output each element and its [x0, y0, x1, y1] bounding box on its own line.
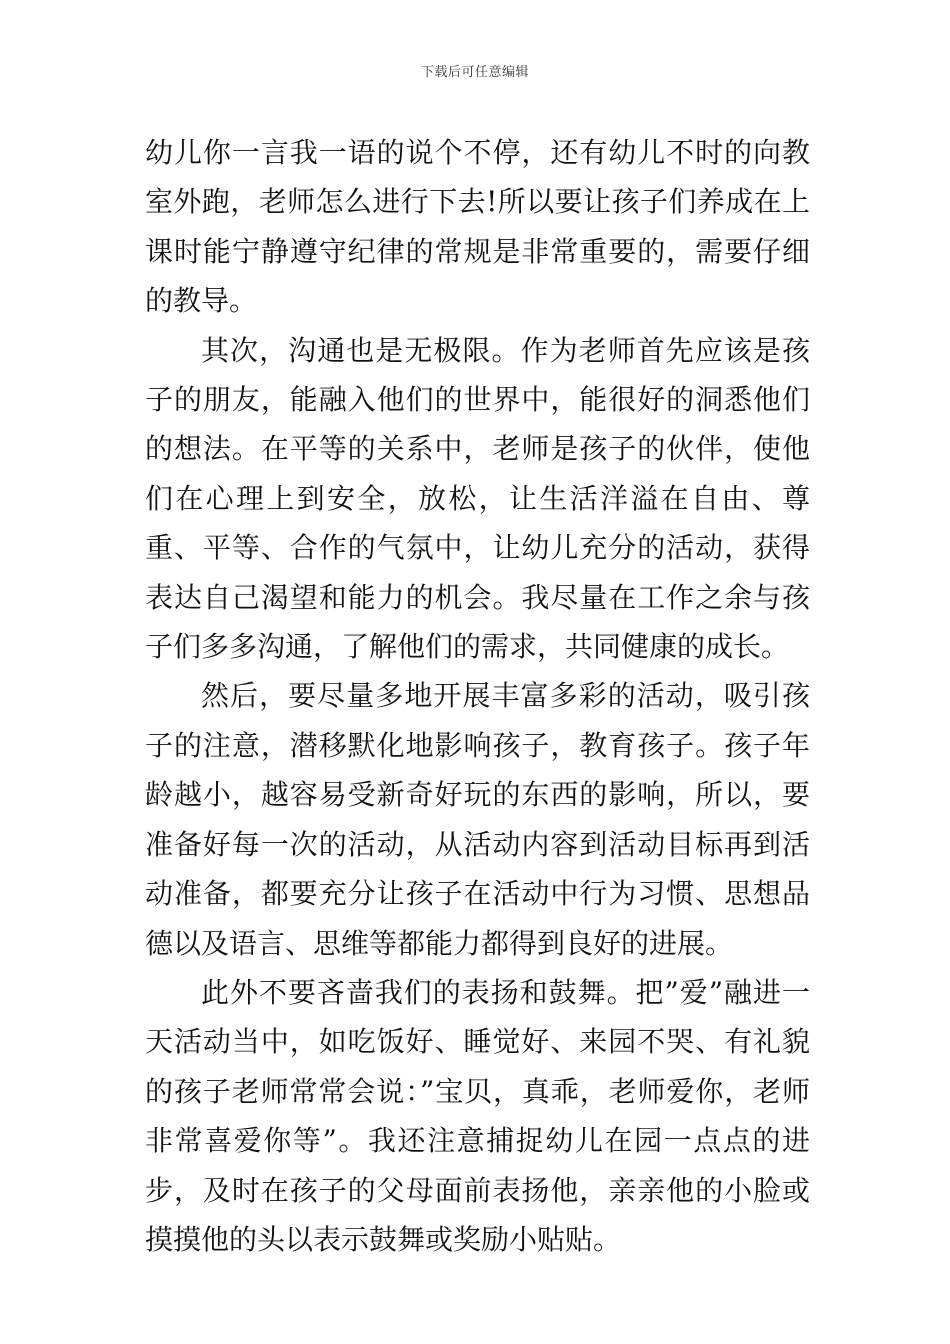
page-header: 下载后可任意编辑: [420, 65, 529, 80]
paragraph-1: 幼儿你一言我一语的说个不停，还有幼儿不时的向教室外跑，老师怎么进行下去!所以要让孩子们养成在上课时能宁静遵守纪律的常规是非常重要的，需要仔细的教导。: [145, 136, 810, 318]
document-body: [145, 128, 810, 1264]
paragraph-3: 然后，要尽量多地开展丰富多彩的活动，吸引孩子的注意，潜移默化地影响孩子，教育孩子。孩子年龄越小，越容易受新奇好玩的东西的影响，所以，要准备好每一次的活动，从活动内容到活动目标再到活动准备，都要充分让孩子在活动中行为习惯、思想品德以及语言、思维等都能力都得到良好的进展。: [145, 679, 810, 960]
paragraph-2: 其次，沟通也是无极限。作为老师首先应该是孩子的朋友，能融入他们的世界中，能很好的洞悉他们的想法。在平等的关系中，老师是孩子的伙伴，使他们在心理上到安全，放松，让生活洋溢在自由、尊重、平等、合作的气氛中，让幼儿充分的活动，获得表达自己渴望和能力的机会。我尽量在工作之余与孩子们多多沟通，了解他们的需求，共同健康的成长。: [145, 333, 810, 664]
paragraph-4: 此外不要吝啬我们的表扬和鼓舞。把”爱”融进一天活动当中，如吃饭好、睡觉好、来园不哭、有礼貌的孩子老师常常会说：”宝贝，真乖，老师爱你，老师非常喜爱你等”。我还注意捕捉幼儿在园一点点的进步，及时在孩子的父母面前表扬他，亲亲他的小脸或摸摸他的头以表示鼓舞或奖励小贴贴。: [145, 975, 810, 1256]
